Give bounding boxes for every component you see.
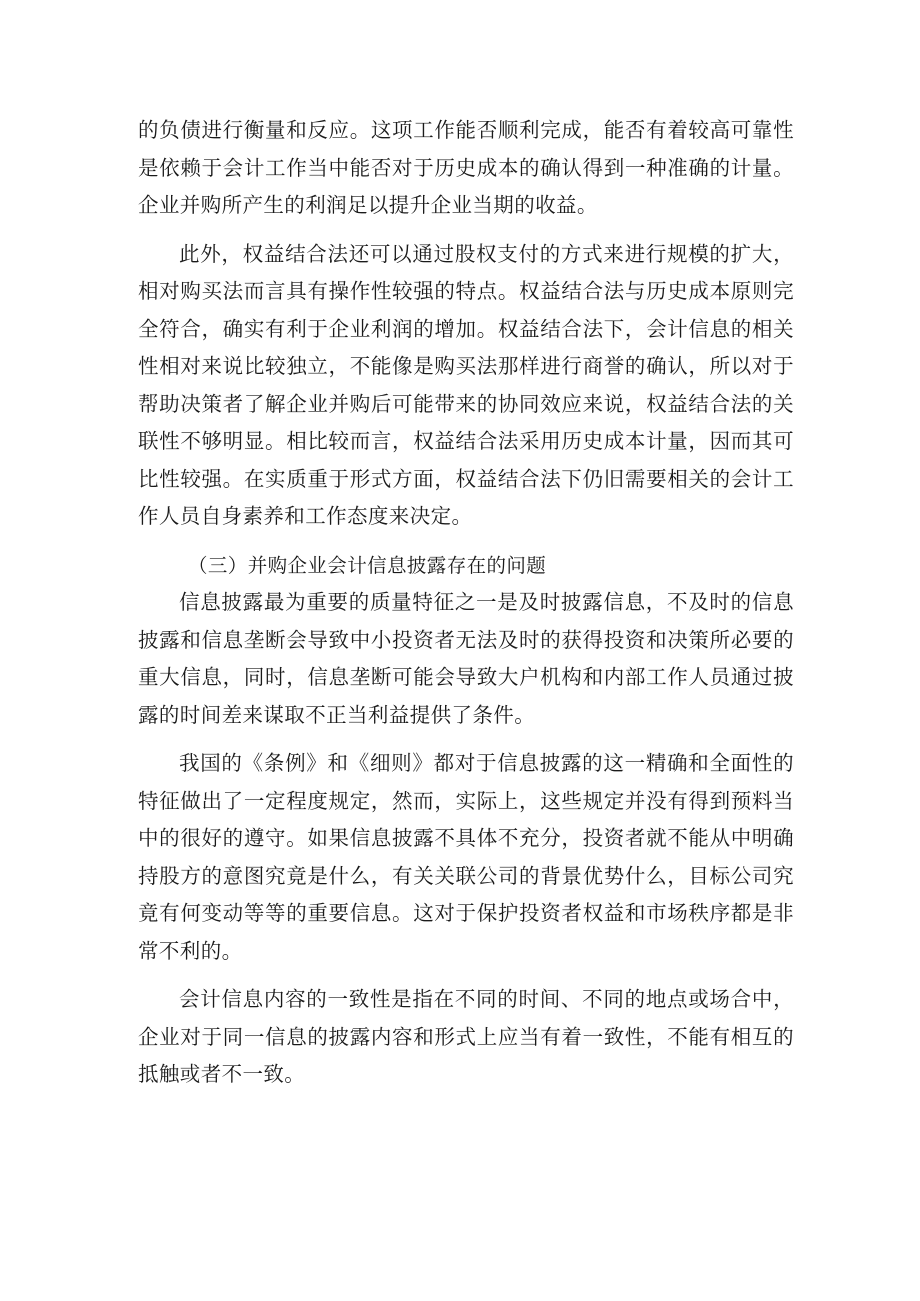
paragraph-pooling-method: 此外，权益结合法还可以通过股权支付的方式来进行规模的扩大，相对购买法而言具有操作性较强的特点。权益结合法与历史成本原则完全符合，确实有利于企业利润的增加。权益结合法下，会计信息的相关性相对来说比较独立，不能像是购买法那样进行商誉的确认，所以对于帮助决策者了解企业并购后可能带来的协同效应来说，权益结合法的关联性不够明显。相比较而言，权益结合法采用历史成本计量，因而其可比性较强。在实质重于形式方面，权益结合法下仍旧需要相关的会计工作人员自身素养和工作态度来决定。: [138, 241, 794, 528]
paragraph-consistency: 会计信息内容的一致性是指在不同的时间、不同的地点或场合中，企业对于同一信息的披露内容和形式上应当有着一致性，不能有相互的抵触或者不一致。: [138, 987, 794, 1086]
paragraph-continued: 的负债进行衡量和反应。这项工作能否顺利完成，能否有着较高可靠性是依赖于会计工作当中能否对于历史成本的确认得到一种准确的计量。企业并购所产生的利润足以提升企业当期的收益。: [138, 118, 794, 217]
paragraph-regulations: 我国的《条例》和《细则》都对于信息披露的这一精确和全面性的特征做出了一定程度规定，然而，实际上，这些规定并没有得到预料当中的很好的遵守。如果信息披露不具体不充分，投资者就不能从中明确持股方的意图究竟是什么，有关关联公司的背景优势什么，目标公司究竟有何变动等等的重要信息。这对于保护投资者权益和市场秩序都是非常不利的。: [138, 751, 794, 963]
paragraph-timeliness: 信息披露最为重要的质量特征之一是及时披露信息，不及时的信息披露和信息垄断会导致中小投资者无法及时的获得投资和决策所必要的重大信息，同时，信息垄断可能会导致大户机构和内部工作人员通过披露的时间差来谋取不正当利益提供了条件。: [138, 590, 794, 727]
document-page: [138, 112, 794, 1094]
section-heading: （三）并购企业会计信息披露存在的问题: [188, 553, 547, 577]
